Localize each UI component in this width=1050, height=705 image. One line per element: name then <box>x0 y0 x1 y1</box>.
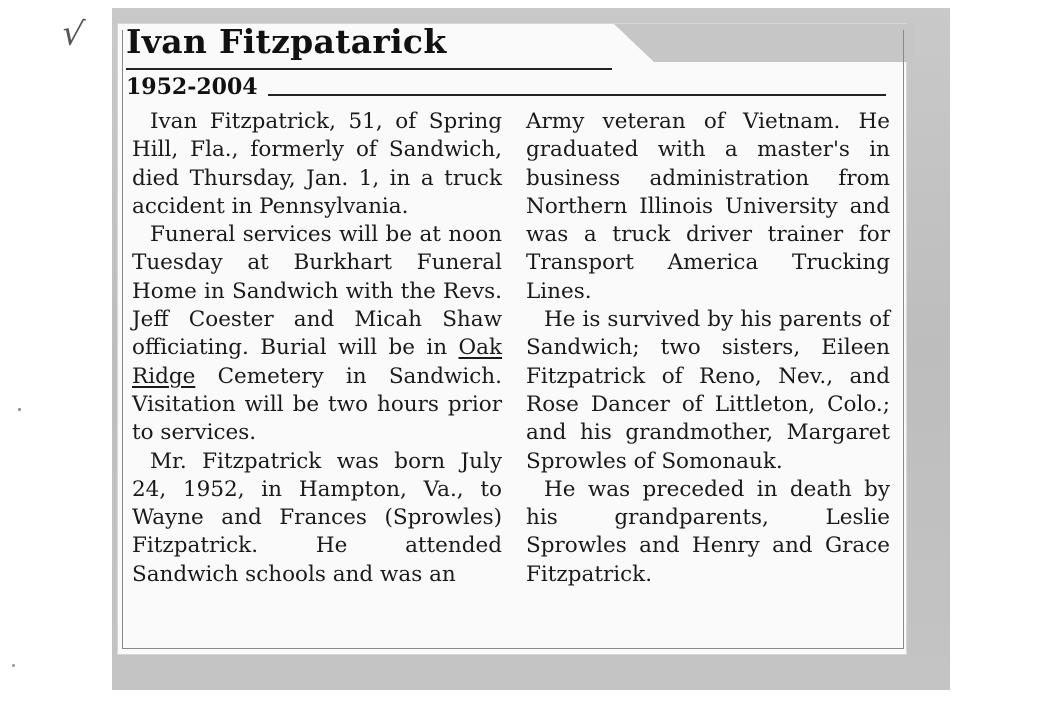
paragraph-preceded: He was preceded in death by his grandparents, Leslie Sprowles and Henry and Grace Fitzpatrick. <box>526 476 890 587</box>
obituary-years: 1952-2004 <box>126 74 258 100</box>
underlined-cemetery-name: Oak Ridge <box>132 335 502 389</box>
services-text-2: Cemetery in Sandwich. Visitation will be two hours prior to services. <box>132 363 502 446</box>
paragraph-biography-continued: Army veteran of Vietnam. He graduated with a master's in business administration from Northern Illinois University and was a truck driver trainer for Transport America Trucking Lines. <box>526 109 890 304</box>
paragraph-death-notice: Ivan Fitzpatrick, 51, of Spring Hill, Fla., formerly of Sandwich, died Thursday, Jan. 1, in a truck accident in Pennsylvania. <box>132 109 502 219</box>
article-column-right <box>526 108 890 589</box>
paragraph-biography: Mr. Fitzpatrick was born July 24, 1952, in Hampton, Va., to Wayne and Frances (Sprowles) Fitzpatrick. He attended Sandwich schools and was an <box>132 448 502 587</box>
article-column-left <box>132 108 502 589</box>
services-text-1: Funeral services will be at noon Tuesday at Burkhart Funeral Home in Sandwich with the Revs. Jeff Coester and Micah Shaw officiating. Burial will be in <box>132 222 502 361</box>
obituary-title: Ivan Fitzpatarick <box>126 22 447 61</box>
years-rule <box>268 94 886 96</box>
title-rule <box>126 68 612 70</box>
scan-speck <box>12 664 15 667</box>
scan-speck <box>18 408 21 411</box>
paragraph-survivors: He is survived by his parents of Sandwich; two sisters, Eileen Fitzpatrick of Reno, Nev., and Rose Dancer of Littleton, Colo.; and his grandmother, Margaret Sprowles of Somonauk. <box>526 307 890 474</box>
paragraph-services <box>132 221 502 447</box>
check-mark: √ <box>59 12 87 56</box>
